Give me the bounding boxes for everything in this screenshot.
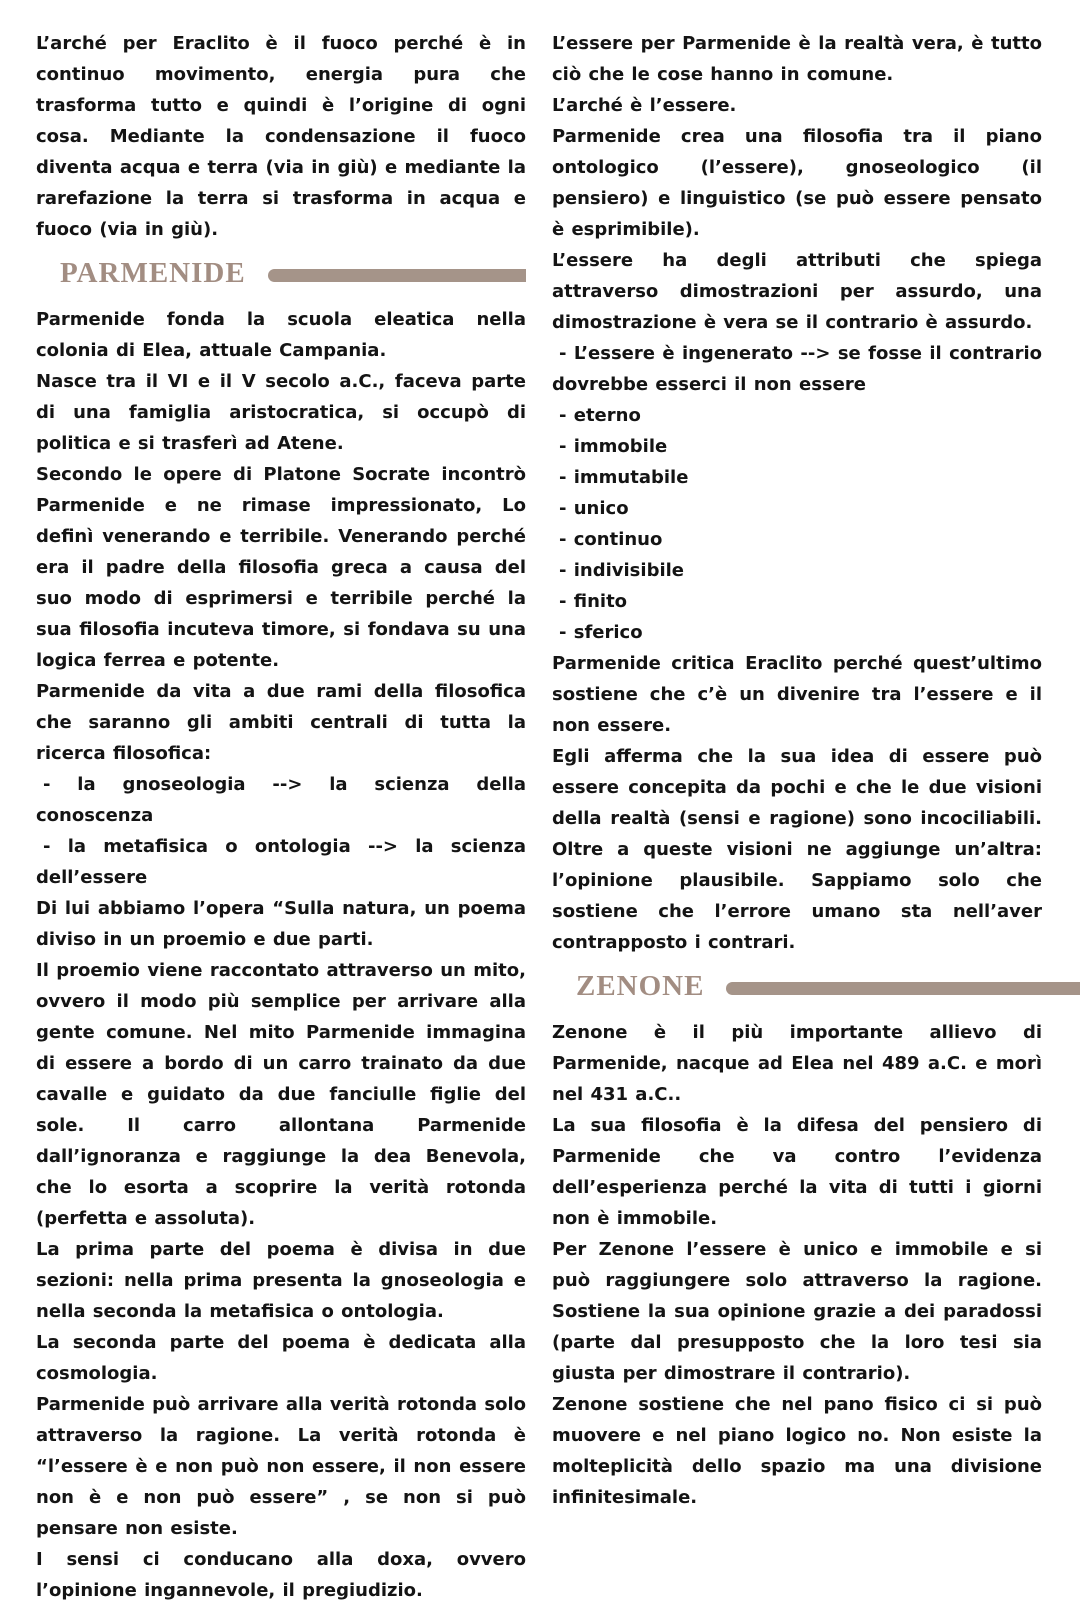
para-opinione-plausibile: Egli afferma che la sua idea di essere può essere concepita da pochi e che le due visioni della realtà (sensi e ragione) sono incociliabili. Oltre a queste visioni ne aggiunge un’altra: l’opinione plausibile. Sappiamo solo che sostiene che l’errore umano sta nell’aver contrapposto i contrari. <box>552 746 1042 953</box>
para-proemio-mito: Il proemio viene raccontato attraverso un mito, ovvero il modo più semplice per arrivare alla gente comune. Nel mito Parmenide immagina di essere a bordo di un carro trainato da due cavalle e guidato da due fanciulle figlie del sole. Il carro allontana Parmenide dall’ignoranza e raggiunge la dea Benevola, che lo esorta a scoprire la verità rotonda (perfetta e assoluta). <box>36 960 526 1229</box>
list-item-ingenerato: - L’essere è ingenerato --> se fosse il contrario dovrebbe esserci il non essere <box>552 343 1042 395</box>
para-arche-essere: L’arché è l’essere. <box>552 95 737 116</box>
para-parmenide-scuola: Parmenide fonda la scuola eleatica nella colonia di Elea, attuale Campania. <box>36 309 526 361</box>
para-eraclito-arche: L’arché per Eraclito è il fuoco perché è in continuo movimento, energia pura che trasforma tutto e quindi è l’origine di ogni cosa. Mediante la condensazione il fuoco diventa acqua e terra (via in giù) e mediante la rarefazione la terra si trasforma in acqua e fuoco (via in giù). <box>36 33 526 240</box>
para-seconda-parte: La seconda parte del poema è dedicata alla cosmologia. <box>36 1332 526 1384</box>
list-item-metafisica: - la metafisica o ontologia --> la scienza dell’essere <box>36 836 526 888</box>
para-parmenide-nascita: Nasce tra il VI e il V secolo a.C., faceva parte di una famiglia aristocratica, si occupò di politica e si trasferì ad Atene. <box>36 371 526 454</box>
list-item-immobile: - immobile <box>559 436 668 457</box>
para-attributi-assurdo: L’essere ha degli attributi che spiega attraverso dimostrazioni per assurdo, una dimostrazione è vera se il contrario è assurdo. <box>552 250 1042 333</box>
section-heading-zenone <box>552 972 1042 1001</box>
list-item-sferico: - sferico <box>559 622 643 643</box>
para-essere-realta: L’essere per Parmenide è la realtà vera, è tutto ciò che le cose hanno in comune. <box>552 33 1042 85</box>
section-heading-parmenide <box>36 259 526 288</box>
list-item-gnoseologia: - la gnoseologia --> la scienza della conoscenza <box>36 774 526 826</box>
list-item-immutabile: - immutabile <box>559 467 689 488</box>
para-parmenide-due-rami: Parmenide da vita a due rami della filosofica che saranno gli ambiti centrali di tutta la ricerca filosofica: <box>36 681 526 764</box>
para-sensi-doxa: I sensi ci conducano alla doxa, ovvero l’opinione ingannevole, il pregiudizio. <box>36 1549 526 1601</box>
para-zenone-paradossi: Per Zenone l’essere è unico e immobile e si può raggiungere solo attraverso la ragione. Sostiene la sua opinione grazie a dei paradossi (parte dal presupposto che la loro tesi sia giusta per dimostrare il contrario). <box>552 1239 1042 1384</box>
para-prima-parte: La prima parte del poema è divisa in due sezioni: nella prima presenta la gnoseologia e nella seconda la metafisica o ontologia. <box>36 1239 526 1322</box>
para-tre-piani: Parmenide crea una filosofia tra il piano ontologico (l’essere), gnoseologico (il pensiero) e linguistico (se può essere pensato è esprimibile). <box>552 126 1042 240</box>
para-sulla-natura: Di lui abbiamo l’opera “Sulla natura, un poema diviso in un proemio e due parti. <box>36 898 526 950</box>
list-item-eterno: - eterno <box>559 405 641 426</box>
list-item-finito: - finito <box>559 591 628 612</box>
column-right <box>552 28 1042 1528</box>
list-item-continuo: - continuo <box>559 529 663 550</box>
para-zenone-vita: Zenone è il più importante allievo di Parmenide, nacque ad Elea nel 489 a.C. e morì nel 431 a.C.. <box>552 1022 1042 1105</box>
para-zenone-difesa: La sua filosofia è la difesa del pensiero di Parmenide che va contro l’evidenza dell’esperienza perché la vita di tutti i giorni non è immobile. <box>552 1115 1042 1229</box>
heading-rule <box>268 269 526 282</box>
heading-rule <box>726 982 1080 995</box>
list-item-unico: - unico <box>559 498 629 519</box>
para-zenone-spazio: Zenone sostiene che nel pano fisico ci si può muovere e nel piano logico no. Non esiste la molteplicità dello spazio ma una divisione infinitesimale. <box>552 1394 1042 1508</box>
section-title-zenone: ZENONE <box>576 970 705 1002</box>
para-verita-rotonda: Parmenide può arrivare alla verità rotonda solo attraverso la ragione. La verità rotonda è “l’essere è e non può non essere, il non essere non è e non può essere” , se non si può pensare non esiste. <box>36 1394 526 1539</box>
section-title-parmenide: PARMENIDE <box>60 257 246 289</box>
para-parmenide-platone: Secondo le opere di Platone Socrate incontrò Parmenide e ne rimase impressionato, Lo definì venerando e terribile. Venerando perché era il padre della filosofia greca a causa del suo modo di esprimersi e terribile perché la sua filosofia incuteva timore, si fondava su una logica ferrea e potente. <box>36 464 526 671</box>
column-left <box>36 28 526 1601</box>
list-item-indivisibile: - indivisibile <box>559 560 684 581</box>
para-critica-eraclito: Parmenide critica Eraclito perché quest’ultimo sostiene che c’è un divenire tra l’essere e il non essere. <box>552 653 1042 736</box>
